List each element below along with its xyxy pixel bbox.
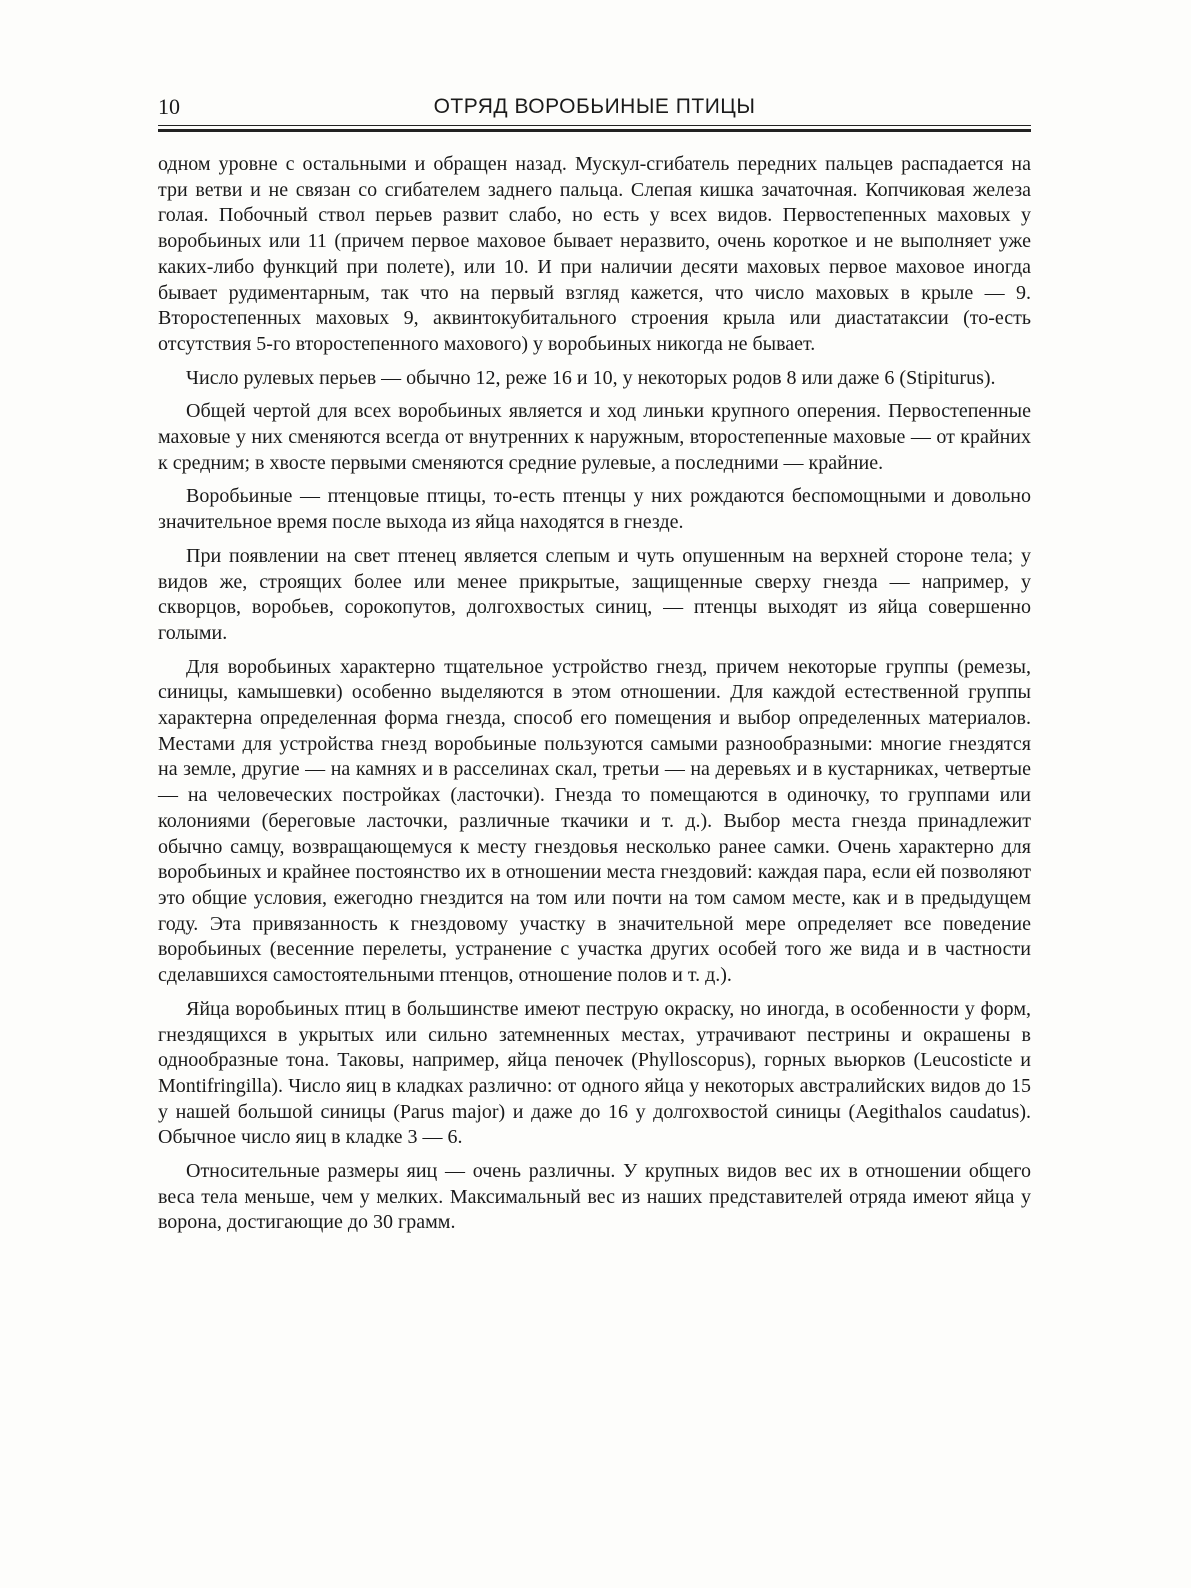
header-rule-thick (158, 129, 1031, 132)
paragraph-1: одном уровне с остальными и обращен назад. Мускул-сгибатель передних пальцев распадается на три ветви и не связан со сгибателем заднего пальца. Слепая кишка зачаточная. Копчиковая железа голая. Побочный ствол перьев развит слабо, но есть у всех видов. Первостепенных маховых у воробьиных или 11 (причем первое маховое бывает неразвито, очень короткое и не выполняет уже каких-либо функций при полете), или 10. И при наличии десяти маховых первое маховое иногда бывает рудиментарным, так что на первый взгляд кажется, что число маховых в крыле — 9. Второстепенных маховых 9, аквинтокубитального строения крыла или диастатаксии (то-есть отсутствия 5-го второстепенного махового) у воробьиных никогда не бывает. (158, 153, 1031, 355)
paragraph-5: При появлении на свет птенец является слепым и чуть опушенным на верхней стороне тела; у видов же, строящих более или менее прикрытые, защищенные сверху гнезда — например, у скворцов, воробьев, сорокопутов, долгохвостых синиц, — птенцы выходят из яйца совершенно голыми. (158, 544, 1031, 644)
page-header (158, 92, 1031, 122)
paragraph-2: Число рулевых перьев — обычно 12, реже 16 и 10, у некоторых родов 8 или даже 6 (Stipiturus). (186, 366, 996, 389)
header-rule-thin (158, 125, 1031, 126)
paragraph-6: Для воробьиных характерно тщательное устройство гнезд, причем некоторые группы (ремезы, синицы, камышевки) особенно выделяются в этом отношении. Для каждой естественной группы характерна определенная форма гнезда, способ его помещения и выбор определенных материалов. Местами для устройства гнезд воробьиные пользуются самыми разнообразными: многие гнездятся на земле, другие — на камнях и в расселинах скал, третьи — на деревьях и в кустарниках, четвертые — на человеческих постройках (ласточки). Гнезда то помещаются в одиночку, то группами или колониями (береговые ласточки, различные ткачики и т. д.). Выбор места гнезда принадлежит обычно самцу, возвращающемуся к месту гнездовья несколько ранее самки. Очень характерно для воробьиных и крайнее постоянство их в отношении места гнездовий: каждая пара, если ей позволяют это общие условия, ежегодно гнездится на том или почти на том самом месте, как и в предыдущем году. Эта привязанность к гнездовому участку в значительной мере определяет все поведение воробьиных (весенние перелеты, устранение с участка других особей того же вида и в частности сделавшихся самостоятельными птенцов, отношение полов и т. д.). (158, 655, 1031, 987)
page-number: 10 (158, 94, 180, 119)
paragraph-4: Воробьиные — птенцовые птицы, то-есть птенцы у них рождаются беспомощными и довольно значительное время после выхода из яйца находятся в гнезде. (158, 485, 1031, 534)
paragraph-7: Яйца воробьиных птиц в большинстве имеют пеструю окраску, но иногда, в особенности у форм, гнездящихся в укрытых или сильно затемненных местах, утрачивают пестрины и окрашены в однообразные тона. Таковы, например, яйца пеночек (Phylloscopus), горных вьюрков (Leucosticte и Montifringilla). Число яиц в кладках различно: от одного яйца у некоторых австралийских видов до 15 у нашей большой синицы (Parus major) и даже до 16 у долгохвостой синицы (Aegithalos caudatus). Обычное число яиц в кладке 3 — 6. (158, 997, 1031, 1149)
paragraph-3: Общей чертой для всех воробьиных является и ход линьки крупного оперения. Первостепенные маховые у них сменяются всегда от внутренних к наружным, второстепенные маховые — от крайних к средним; в хвосте первыми сменяются средние рулевые, а последними — крайние. (158, 400, 1031, 474)
body-text (158, 152, 1031, 1236)
paragraph-8: Относительные размеры яиц — очень различны. У крупных видов вес их в отношении общего веса тела меньше, чем у мелких. Максимальный вес из наших представителей отряда имеют яйца у ворона, достигающие до 30 грамм. (158, 1160, 1031, 1234)
running-title: ОТРЯД ВОРОБЬИНЫЕ ПТИЦЫ (433, 95, 756, 118)
